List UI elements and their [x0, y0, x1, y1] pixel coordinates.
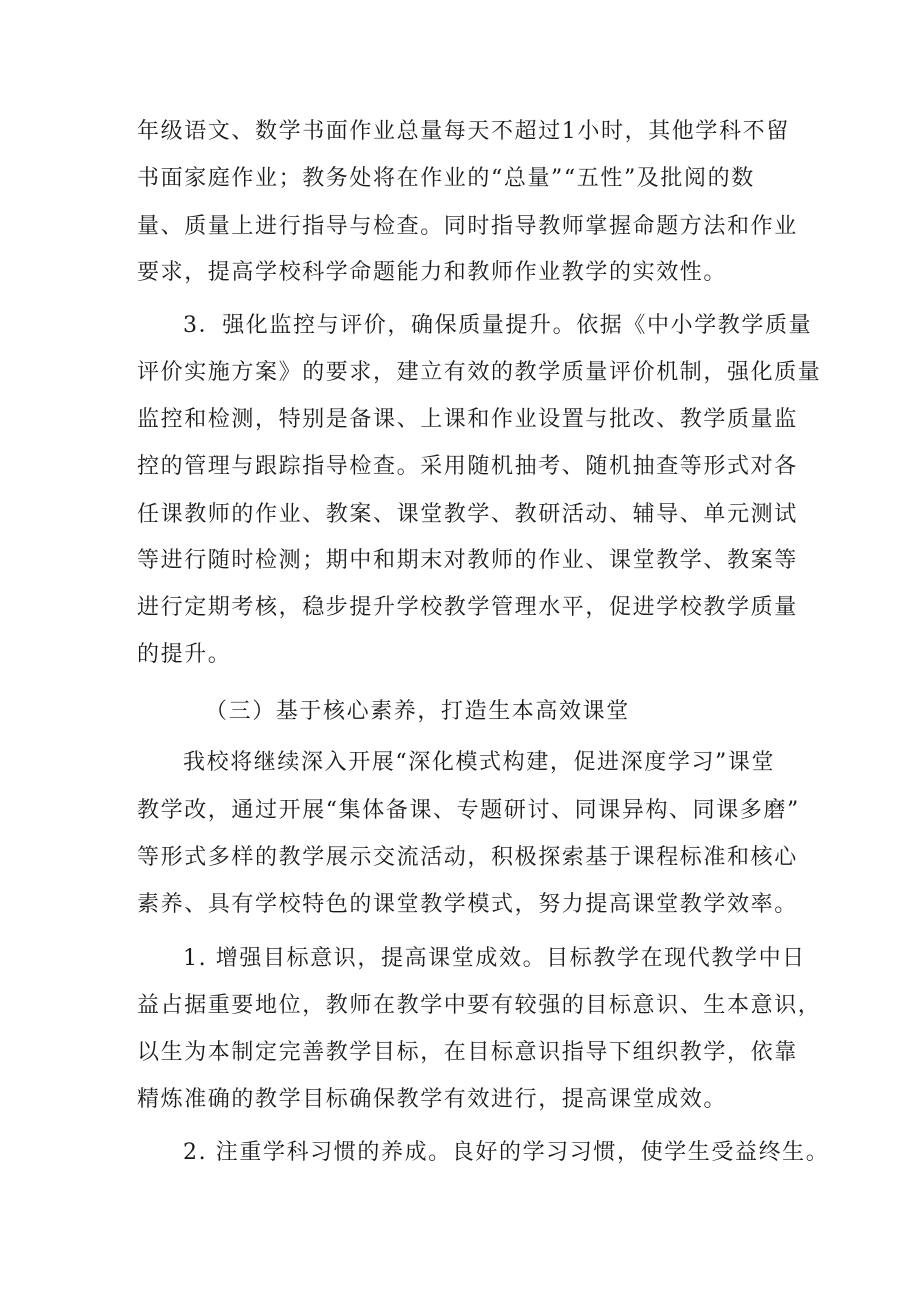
text-line: 进行定期考核，稳步提升学校教学管理水平，促进学校教学质量 — [137, 595, 798, 620]
text-line: 等进行随时检测；期中和期末对教师的作业、课堂教学、教案等 — [137, 548, 798, 573]
text-line: 评价实施方案》的要求，建立有效的教学质量评价机制，强化质量 — [137, 360, 822, 385]
text-line: 监控和检测，特别是备课、上课和作业设置与批改、教学质量监 — [137, 407, 798, 432]
paragraph-start-line: 我校将继续深入开展“深化模式构建，促进深度学习”课堂 — [183, 750, 776, 775]
text-line: 素养、具有学校特色的课堂教学模式，努力提高课堂教学效率。 — [137, 892, 798, 917]
paragraph-start-line: 1. 增强目标意识，提高课堂成效。目标教学在现代教学中日 — [183, 946, 806, 971]
text-line: 控的管理与跟踪指导检查。采用随机抽考、随机抽查等形式对各 — [137, 454, 798, 479]
text-line: 要求，提高学校科学命题能力和教师作业教学的实效性。 — [137, 260, 728, 285]
text-line: 书面家庭作业；教务处将在作业的“总量”“五性”及批阅的数 — [137, 166, 755, 191]
paragraph-start-line: 3．强化监控与评价，确保质量提升。依据《中小学教学质量 — [183, 313, 813, 338]
text-line: 益占据重要地位，教师在教学中要有较强的目标意识、生本意识， — [137, 993, 822, 1018]
section-heading: （三）基于核心素养，打造生本高效课堂 — [205, 699, 630, 724]
paragraph-start-line: 2. 注重学科习惯的养成。良好的学习习惯，使学生受益终生。 — [183, 1140, 830, 1165]
text-line: 的提升。 — [137, 642, 232, 667]
text-line: 精炼准确的教学目标确保教学有效进行，提高课堂成效。 — [137, 1087, 728, 1112]
text-line: 年级语文、数学书面作业总量每天不超过1小时，其他学科不留 — [137, 119, 790, 144]
text-line: 以生为本制定完善教学目标，在目标意识指导下组织教学，依靠 — [137, 1040, 798, 1065]
text-line: 量、质量上进行指导与检查。同时指导教师掌握命题方法和作业 — [137, 214, 798, 239]
text-line: 等形式多样的教学展示交流活动，积极探索基于课程标准和核心 — [137, 845, 798, 870]
text-line: 教学改，通过开展“集体备课、专题研讨、同课异构、同课多磨” — [137, 798, 800, 823]
text-line: 任课教师的作业、教案、课堂教学、教研活动、辅导、单元测试 — [137, 502, 798, 527]
